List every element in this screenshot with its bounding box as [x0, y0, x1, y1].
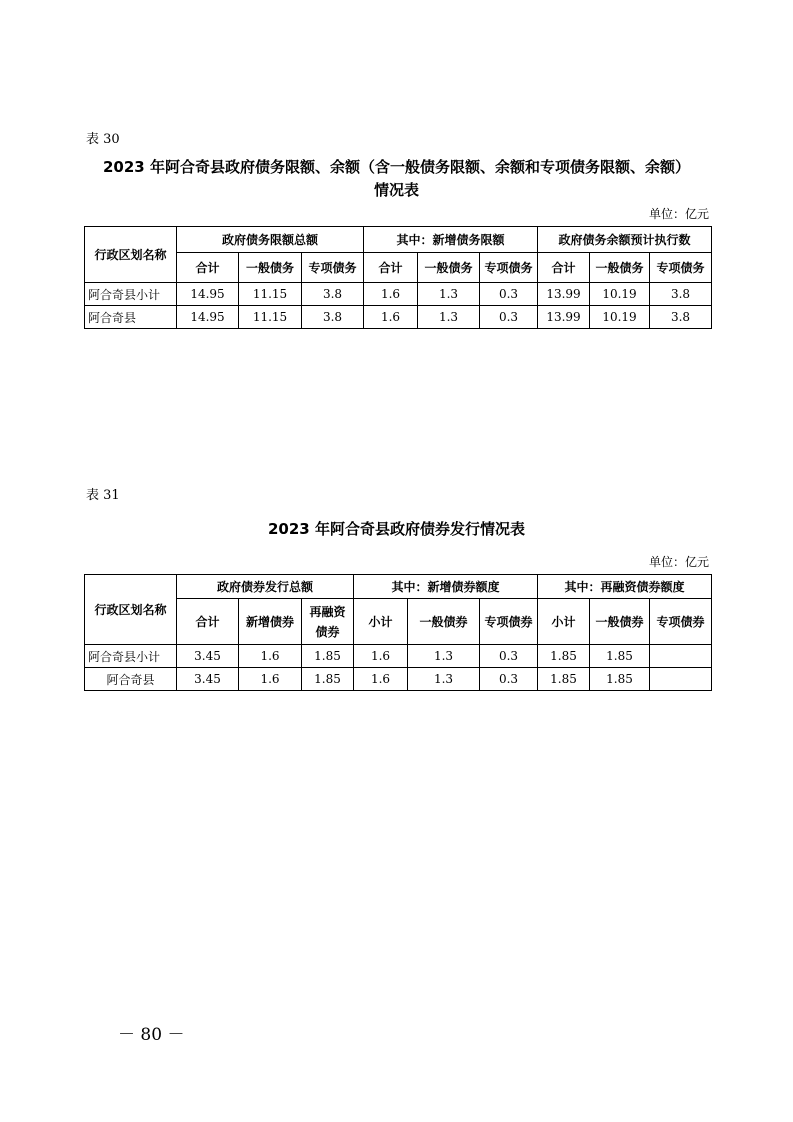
cell: 0.3	[480, 668, 538, 691]
cell: 14.95	[177, 306, 239, 329]
table-31-subheader: 合计	[177, 599, 239, 645]
table-30-subheader: 合计	[364, 253, 418, 283]
table-31-subheader: 专项债券	[650, 599, 712, 645]
table-30-subheader: 专项债务	[650, 253, 712, 283]
cell: 1.6	[239, 668, 302, 691]
cell: 14.95	[177, 283, 239, 306]
table-31-subheader: 一般债券	[408, 599, 480, 645]
table-31-label: 表 31	[86, 488, 120, 503]
cell: 0.3	[480, 645, 538, 668]
cell: 11.15	[239, 283, 302, 306]
cell: 1.3	[418, 283, 480, 306]
cell: 11.15	[239, 306, 302, 329]
table-30-subheader: 合计	[538, 253, 590, 283]
cell: 3.8	[650, 306, 712, 329]
table-31-group-header: 其中：再融资债券额度	[538, 575, 712, 599]
page-number: － 80 －	[118, 1025, 185, 1045]
table-31-group-header: 其中：新增债券额度	[354, 575, 538, 599]
table-30-title-line1: 2023 年阿合奇县政府债务限额、余额（含一般债务限额、余额和专项债务限额、余额）	[103, 158, 690, 176]
cell: 3.45	[177, 645, 239, 668]
cell: 0.3	[480, 283, 538, 306]
cell: 1.6	[364, 306, 418, 329]
table-30-subheader: 专项债务	[302, 253, 364, 283]
table-30-label: 表 30	[86, 132, 120, 147]
table-31-subheader: 小计	[354, 599, 408, 645]
cell: 10.19	[590, 306, 650, 329]
cell: 3.8	[302, 283, 364, 306]
table-row	[85, 306, 712, 329]
row-name: 阿合奇县	[85, 306, 177, 329]
table-30-unit: 单位：亿元	[648, 207, 709, 221]
table-30-title-line2: 情况表	[373, 181, 419, 199]
table-31-subheader: 再融资债券	[302, 599, 354, 645]
cell: 1.85	[590, 668, 650, 691]
cell: 1.6	[354, 668, 408, 691]
table-31-title: 2023 年阿合奇县政府债券发行情况表	[268, 520, 525, 538]
cell	[650, 668, 712, 691]
table-31-subheader: 一般债券	[590, 599, 650, 645]
cell: 1.85	[590, 645, 650, 668]
table-31-unit: 单位：亿元	[648, 555, 709, 569]
table-31-group-header: 政府债券发行总额	[177, 575, 354, 599]
cell: 1.85	[302, 645, 354, 668]
table-30	[84, 226, 712, 329]
cell: 0.3	[480, 306, 538, 329]
table-31-subheader: 新增债券	[239, 599, 302, 645]
row-name: 阿合奇县	[85, 668, 177, 691]
table-31-subheader: 小计	[538, 599, 590, 645]
cell: 1.6	[364, 283, 418, 306]
table-30-group-header: 政府债务限额总额	[177, 227, 364, 253]
table-31	[84, 574, 712, 691]
table-row	[85, 645, 712, 668]
table-30-subheader: 专项债务	[480, 253, 538, 283]
table-30-group-header: 政府债务余额预计执行数	[538, 227, 712, 253]
table-30-group-header: 其中：新增债务限额	[364, 227, 538, 253]
cell: 3.45	[177, 668, 239, 691]
table-30-subheader: 一般债务	[590, 253, 650, 283]
cell: 13.99	[538, 283, 590, 306]
cell: 1.6	[239, 645, 302, 668]
cell: 1.3	[408, 668, 480, 691]
row-name: 阿合奇县小计	[85, 645, 177, 668]
row-name: 阿合奇县小计	[85, 283, 177, 306]
table-30-subheader: 一般债务	[418, 253, 480, 283]
table-30-corner-header: 行政区划名称	[85, 227, 177, 283]
table-31-corner-header: 行政区划名称	[85, 575, 177, 645]
table-30-subheader: 合计	[177, 253, 239, 283]
cell: 13.99	[538, 306, 590, 329]
table-31-subheader: 专项债券	[480, 599, 538, 645]
cell: 3.8	[650, 283, 712, 306]
table-row	[85, 283, 712, 306]
cell	[650, 645, 712, 668]
cell: 1.6	[354, 645, 408, 668]
table-30-subheader: 一般债务	[239, 253, 302, 283]
cell: 1.85	[538, 668, 590, 691]
cell: 1.3	[418, 306, 480, 329]
cell: 1.3	[408, 645, 480, 668]
cell: 1.85	[302, 668, 354, 691]
cell: 3.8	[302, 306, 364, 329]
cell: 1.85	[538, 645, 590, 668]
cell: 10.19	[590, 283, 650, 306]
table-row	[85, 668, 712, 691]
